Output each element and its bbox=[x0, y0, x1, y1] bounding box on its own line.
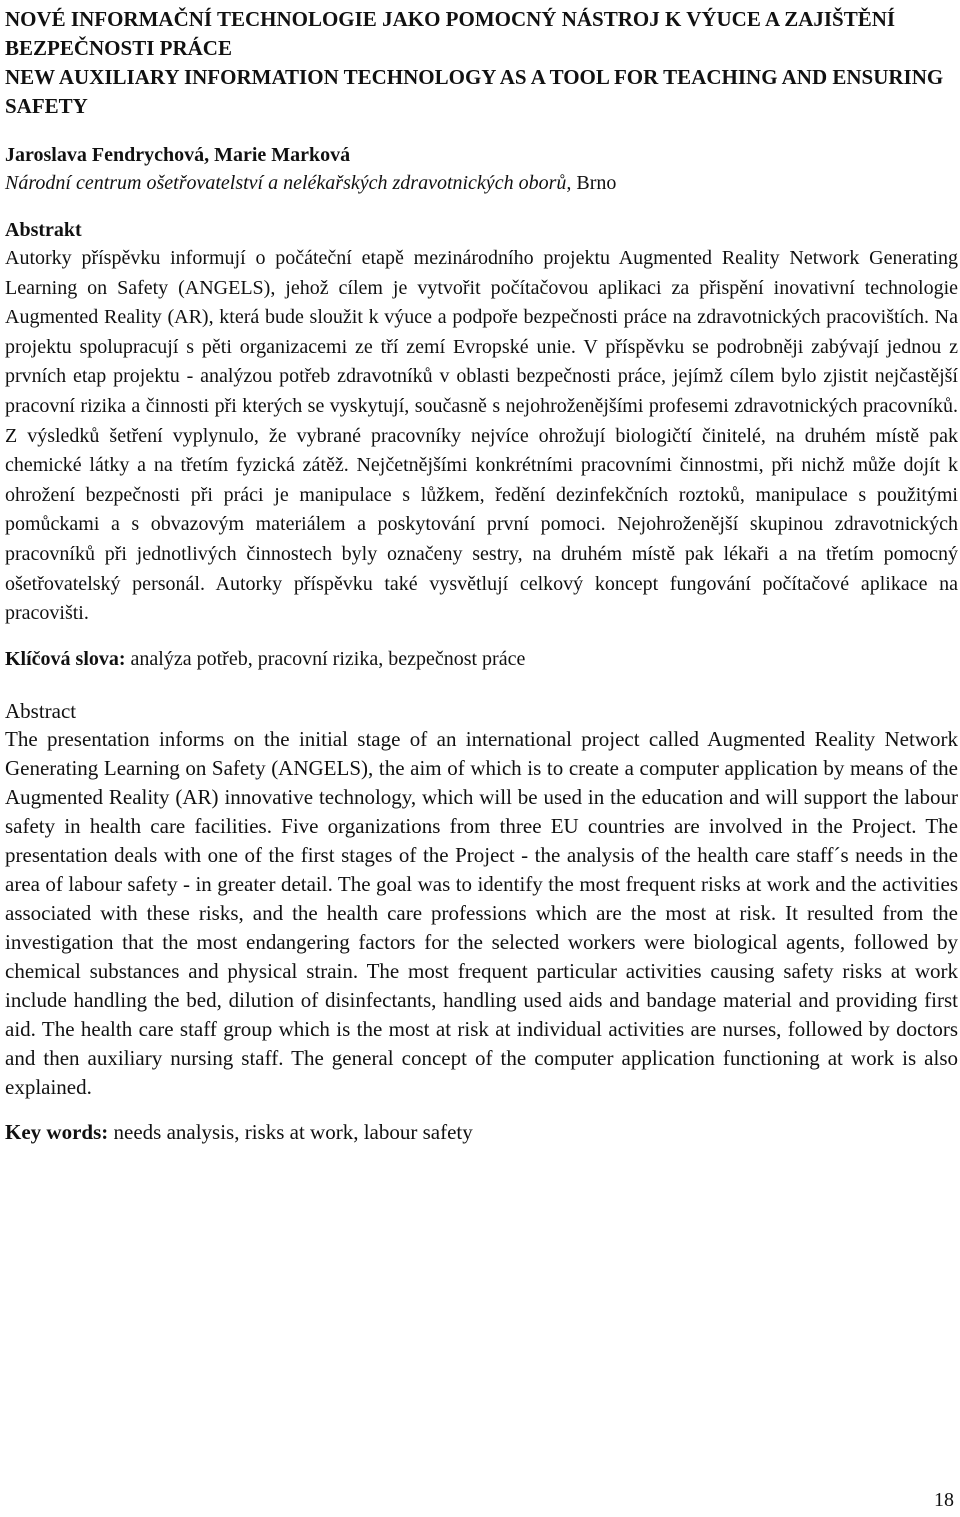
title-czech: NOVÉ INFORMAČNÍ TECHNOLOGIE JAKO POMOCNÝ NÁSTROJ K VÝUCE A ZAJIŠTĚNÍ BEZPEČNOSTI PRÁCE bbox=[5, 7, 896, 60]
affiliation-institution: Národní centrum ošetřovatelství a nelékařských zdravotnických oborů, bbox=[5, 172, 572, 194]
keywords-czech-text: analýza potřeb, pracovní rizika, bezpečnost práce bbox=[125, 647, 526, 670]
title-english: NEW AUXILIARY INFORMATION TECHNOLOGY AS A TOOL FOR TEACHING AND ENSURING SAFETY bbox=[5, 65, 944, 118]
keywords-english-label: Key words: bbox=[5, 1120, 109, 1145]
affiliation-line bbox=[5, 169, 958, 197]
keywords-czech-label: Klíčová slova: bbox=[5, 647, 126, 670]
keywords-english bbox=[5, 1118, 958, 1146]
authors-line: Jaroslava Fendrychová, Marie Marková bbox=[5, 144, 351, 166]
abstract-czech-heading: Abstrakt bbox=[5, 219, 82, 241]
page-number: 18 bbox=[934, 1489, 954, 1511]
keywords-czech bbox=[5, 645, 958, 673]
paper-page bbox=[5, 5, 958, 1146]
keywords-english-text: needs analysis, risks at work, labour safety bbox=[108, 1120, 473, 1145]
abstract-english-heading: Abstract bbox=[5, 698, 77, 723]
abstract-czech-body: Autorky příspěvku informují o počáteční etapě mezinárodního projektu Augmented Reality Network Generating Learning on Safety (ANGELS), jehož cílem je vytvořit počítačovou aplikaci za přispění inovativní technologie Augmented Reality (AR), která bude sloužit k výuce a podpoře bezpečnosti práce na zdravotnických pracovištích. Na projektu spolupracují s pěti organizacemi ze tří zemí Evropské unie. V příspěvku se podrobněji zabývají jednou z prvních etap projektu - analýzou potřeb zdravotníků v oblasti bezpečnosti práce, jejímž cílem bylo zjistit nejčastější pracovní rizika a činnosti při kterých se vyskytují, současně s nejohroženějšími profesemi zdravotnických pracovníků. Z výsledků šetření vyplynulo, že vybrané pracovníky nejvíce ohrožují biologičtí činitelé, na druhém místě pak chemické látky a na třetím fyzická zátěž. Nejčetnějšími konkrétními pracovními činnostmi, při nichž může dojít k ohrožení bezpečnosti při práci je manipulace s lůžkem, ředění dezinfekčních roztoků, manipulace s použitými pomůckami a s obvazovým materiálem a poskytování první pomoci. Nejohroženější skupinou zdravotnických pracovníků při jednotlivých činnostech byly označeny sestry, na druhém místě pak lékaři a na třetím pomocný ošetřovatelský personál. Autorky příspěvku také vysvětlují celkový koncept fungování počítačové aplikace na pracovišti. bbox=[5, 247, 958, 625]
abstract-english-body: The presentation informs on the initial stage of an international project called Augmented Reality Network Generating Learning on Safety (ANGELS), the aim of which is to create a computer application by means of the Augmented Reality (AR) innovative technology, which will be used in the education and will support the labour safety in health care facilities. Five organizations from three EU countries are involved in the Project. The presentation deals with one of the first stages of the Project - the analysis of the health care staff´s needs in the area of labour safety - in greater detail. The goal was to identify the most frequent risks at work and the activities associated with these risks, and the health care professions which are the most at risk. It resulted from the investigation that the most endangering factors for the selected workers were biological agents, followed by chemical substances and physical strain. The most frequent particular activities causing safety risks at work include handling the bed, dilution of disinfectants, handling used aids and bandage material and providing first aid. The health care staff group which is the most at risk at individual activities are nurses, followed by doctors and then auxiliary nursing staff. The general concept of the computer application functioning at work is also explained. bbox=[5, 726, 958, 1100]
affiliation-city: Brno bbox=[571, 172, 617, 194]
